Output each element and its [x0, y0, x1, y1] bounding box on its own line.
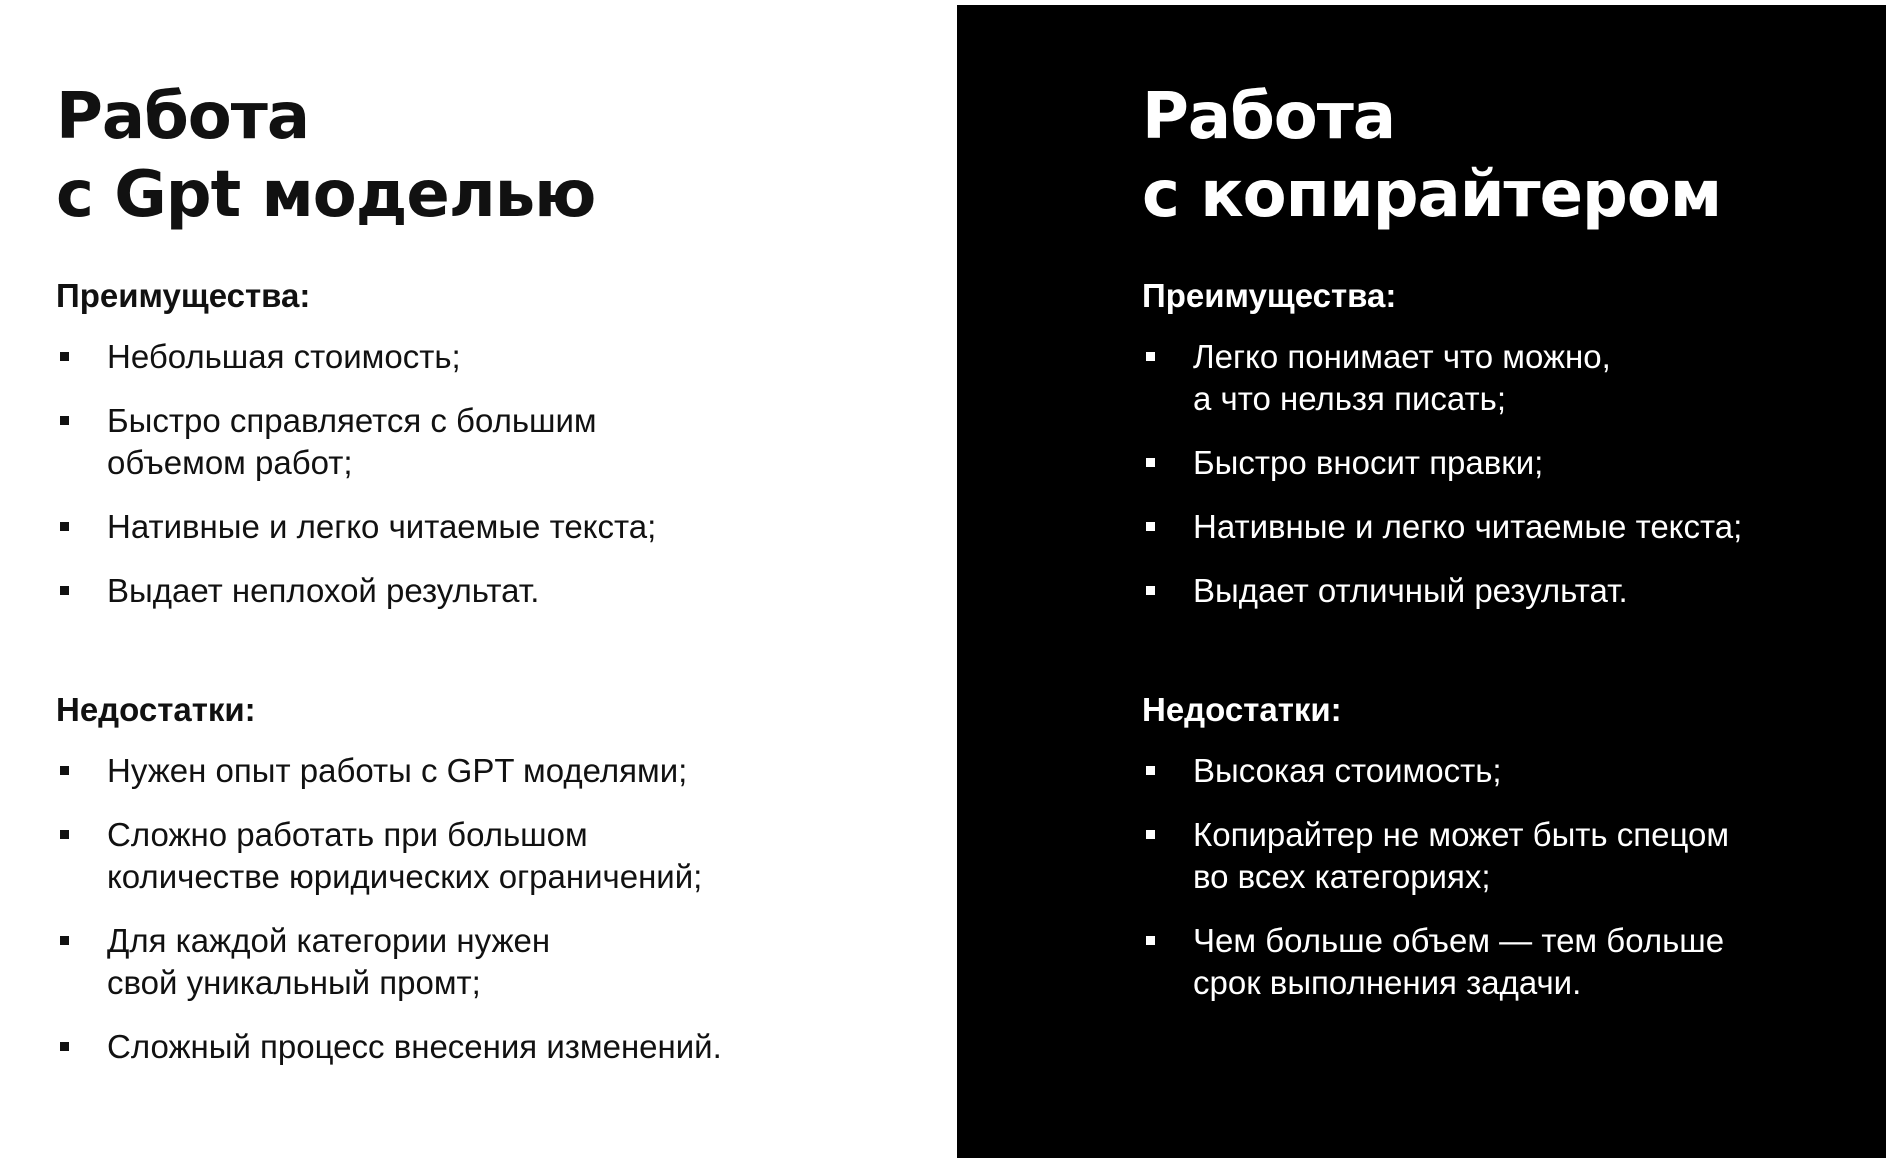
square-bullet-icon: [1146, 352, 1155, 361]
list-item: [1142, 920, 1886, 1004]
square-bullet-icon: [60, 352, 69, 361]
square-bullet-icon: [1146, 522, 1155, 531]
list-item-text: Легко понимает что можно, а что нельзя писать;: [1193, 338, 1611, 417]
square-bullet-icon: [60, 522, 69, 531]
copywriter-disadvantages-list: [1142, 750, 1886, 1004]
square-bullet-icon: [60, 936, 69, 945]
list-item-text: Выдает неплохой результат.: [107, 572, 540, 609]
gpt-advantages-heading: Преимущества:: [56, 277, 311, 314]
list-item: [1142, 750, 1886, 792]
square-bullet-icon: [60, 830, 69, 839]
gpt-panel-title: Работа с Gpt моделью: [56, 80, 596, 232]
list-item: [1142, 570, 1886, 612]
gpt-disadvantages-list: [56, 750, 957, 1068]
square-bullet-icon: [1146, 458, 1155, 467]
copywriter-advantages-list: [1142, 336, 1886, 612]
square-bullet-icon: [1146, 766, 1155, 775]
square-bullet-icon: [60, 1042, 69, 1051]
list-item: [56, 336, 957, 378]
list-item-text: Быстро справляется с большим объемом работ;: [107, 402, 597, 481]
copywriter-disadvantages-heading: Недостатки:: [1142, 691, 1342, 728]
copywriter-advantages-heading: Преимущества:: [1142, 277, 1397, 314]
list-item: [1142, 442, 1886, 484]
square-bullet-icon: [1146, 586, 1155, 595]
copywriter-panel: [957, 5, 1886, 1158]
copywriter-panel-title: Работа с копирайтером: [1142, 80, 1722, 232]
square-bullet-icon: [60, 586, 69, 595]
gpt-advantages-list: [56, 336, 957, 612]
list-item-text: Нативные и легко читаемые текста;: [107, 508, 657, 545]
list-item-text: Для каждой категории нужен свой уникальный промт;: [107, 922, 551, 1001]
list-item: [1142, 506, 1886, 548]
list-item: [56, 570, 957, 612]
list-item-text: Сложный процесс внесения изменений.: [107, 1028, 722, 1065]
list-item-text: Высокая стоимость;: [1193, 752, 1502, 789]
square-bullet-icon: [1146, 830, 1155, 839]
square-bullet-icon: [60, 766, 69, 775]
gpt-disadvantages-heading: Недостатки:: [56, 691, 256, 728]
list-item-text: Небольшая стоимость;: [107, 338, 461, 375]
list-item-text: Нативные и легко читаемые текста;: [1193, 508, 1743, 545]
list-item-text: Быстро вносит правки;: [1193, 444, 1544, 481]
list-item: [56, 506, 957, 548]
list-item: [1142, 336, 1886, 420]
list-item-text: Выдает отличный результат.: [1193, 572, 1628, 609]
square-bullet-icon: [1146, 936, 1155, 945]
list-item: [56, 920, 957, 1004]
list-item: [56, 400, 957, 484]
list-item: [56, 1026, 957, 1068]
square-bullet-icon: [60, 416, 69, 425]
list-item-text: Копирайтер не может быть спецом во всех категориях;: [1193, 816, 1730, 895]
list-item-text: Сложно работать при большом количестве юридических ограничений;: [107, 816, 703, 895]
list-item: [56, 814, 957, 898]
list-item: [56, 750, 957, 792]
list-item: [1142, 814, 1886, 898]
list-item-text: Чем больше объем — тем больше срок выполнения задачи.: [1193, 922, 1725, 1001]
list-item-text: Нужен опыт работы с GPT моделями;: [107, 752, 688, 789]
